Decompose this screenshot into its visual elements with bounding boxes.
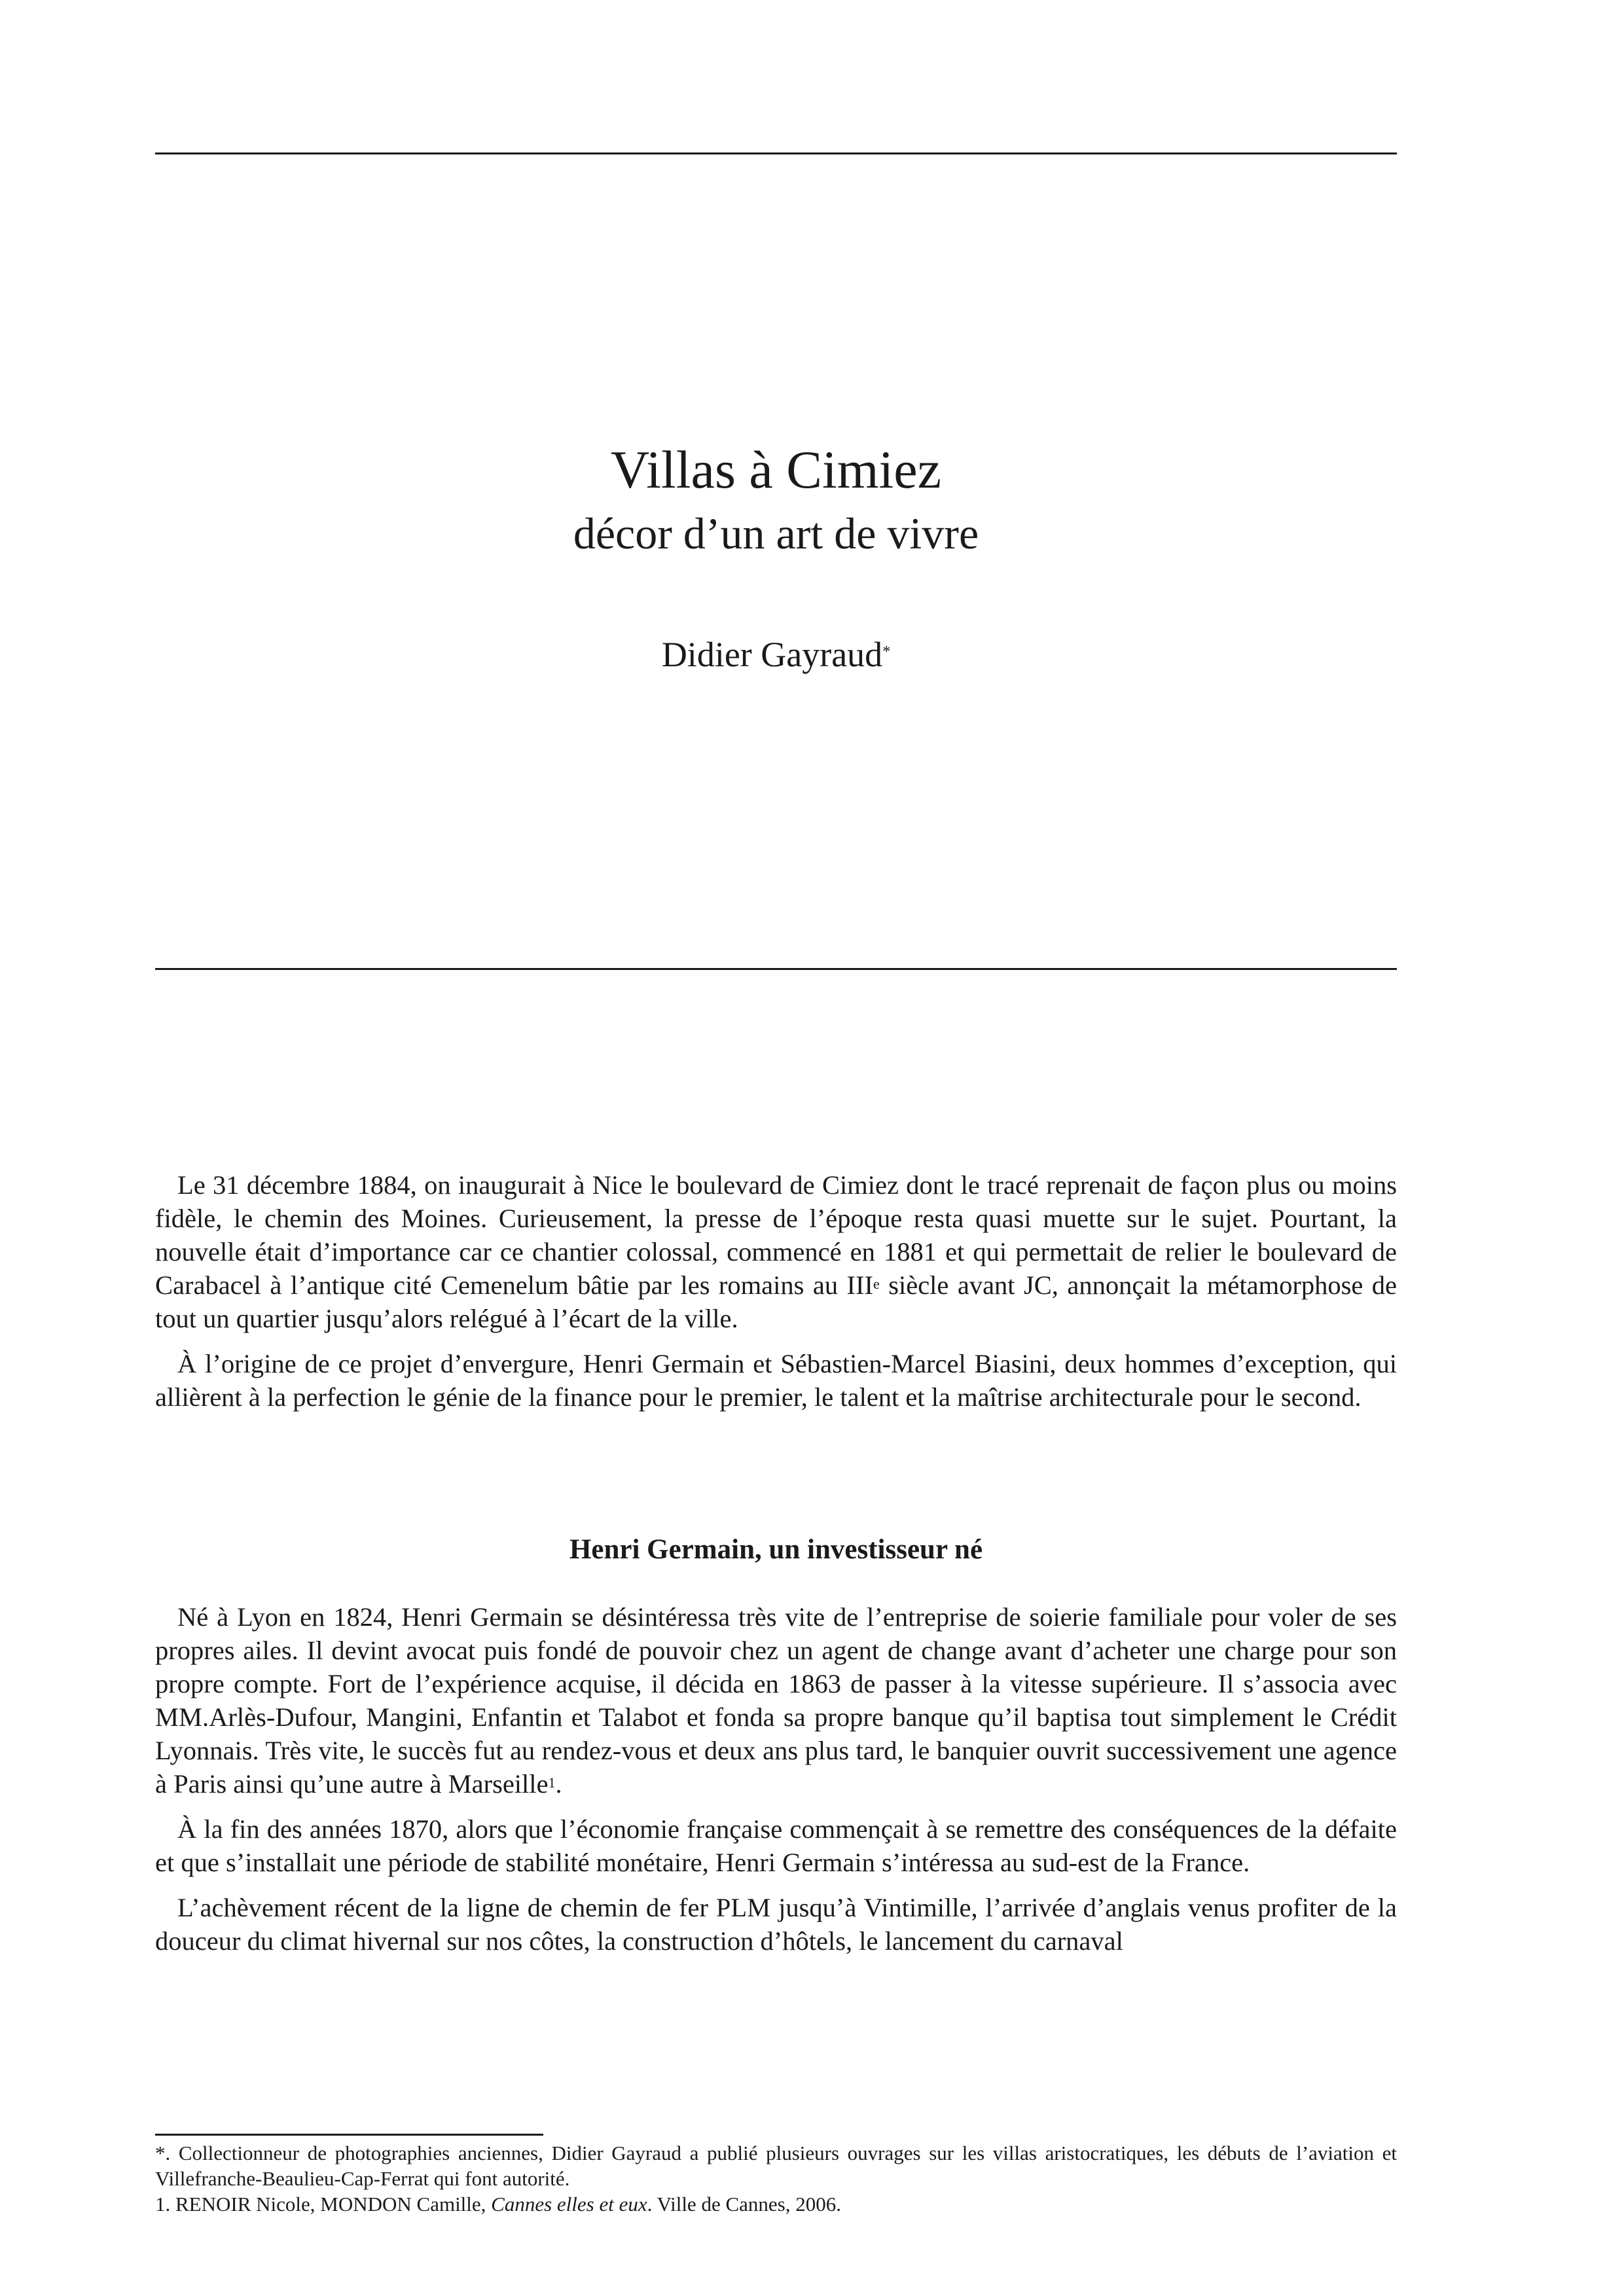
century-superscript: e — [873, 1276, 880, 1292]
section-heading: Henri Germain, un investisseur né — [569, 1534, 983, 1565]
footnote-1-authors: 1. RENOIR Nicole, MONDON Camille, — [155, 2193, 492, 2215]
footnote-1 — [155, 2191, 1397, 2217]
footnotes — [155, 2140, 1397, 2217]
author-line — [155, 628, 1397, 681]
intro-paragraph-2: À l’origine de ce projet d’envergure, Henri Germain et Sébastien-Marcel Biasini, deux hommes d’exception, qui allièrent à la perfection le génie de la finance pour le premier, le talent et la maîtrise architecturale pour le second. — [155, 1349, 1397, 1412]
article-subtitle: décor d’un art de vivre — [573, 509, 979, 558]
author-footnote-mark: * — [882, 643, 891, 660]
footnote-1-end: . Ville de Cannes, 2006. — [647, 2193, 841, 2215]
section-paragraph-3: L’achèvement récent de la ligne de chemin de fer PLM jusqu’à Vintimille, l’arrivée d’anglais venus profiter de la douceur du climat hivernal sur nos côtes, la construction d’hôtels, le lancement du carnaval — [155, 1893, 1397, 1956]
intro-body — [155, 1168, 1397, 1426]
middle-rule — [155, 968, 1397, 970]
footnote-1-title: Cannes elles et eux — [491, 2193, 647, 2215]
footnote-rule — [155, 2134, 543, 2136]
intro-paragraph-1 — [155, 1168, 1397, 1335]
footnote-ref-1: 1 — [548, 1774, 556, 1791]
section-paragraph-1 — [155, 1600, 1397, 1801]
footnote-star: *. Collectionneur de photographies anciennes, Didier Gayraud a publié plusieurs ouvrages sur les villas aristocratiques, les débuts de l’aviation et Villefranche-Beaulieu-Cap-Ferrat qui font autorité. — [155, 2142, 1397, 2190]
section-p1-text: Né à Lyon en 1824, Henri Germain se désintéressa très vite de l’entreprise de soierie familiale pour voler de ses propres ailes. Il devint avocat puis fondé de pouvoir chez un agent de change avant d’acheter une charge pour son propre compte. Fort de l’expérience acquise, il décida en 1863 de passer à la vitesse supérieure. Il s’associa avec MM.Arlès-Dufour, Mangini, Enfantin et Talabot et fonda sa propre banque qu’il baptisa tout simplement le Crédit Lyonnais. Très vite, le succès fut au rendez-vous et deux ans plus tard, le banquier ouvrit successivement une agence à Paris ainsi qu’une autre à Marseille — [155, 1602, 1397, 1799]
author-name: Didier Gayraud — [661, 635, 883, 674]
section-p1-end: . — [555, 1769, 562, 1799]
article-title: Villas à Cimiez — [610, 440, 942, 499]
intro-p1-text: Le 31 décembre 1884, on inaugurait à Nice le boulevard de Cimiez dont le tracé reprenait de façon plus ou moins fidèle, le chemin des Moines. Curieusement, la presse de l’époque resta quasi muette sur le sujet. Pourtant, la nouvelle était d’importance car ce chantier colossal, commencé en 1881 et qui permettait de relier le boulevard de Carabacel à l’antique cité Cemenelum bâtie par les romains au III — [155, 1170, 1397, 1300]
section-body — [155, 1600, 1397, 1969]
intro-p1-end: siècle avant JC, annonçait la métamorphose de tout un quartier jusqu’alors relégué à l’écart de la ville. — [155, 1270, 1397, 1333]
top-rule — [155, 152, 1397, 154]
section-paragraph-2: À la fin des années 1870, alors que l’économie française commençait à se remettre des conséquences de la défaite et que s’installait une période de stabilité monétaire, Henri Germain s’intéressa au sud-est de la France. — [155, 1814, 1397, 1877]
